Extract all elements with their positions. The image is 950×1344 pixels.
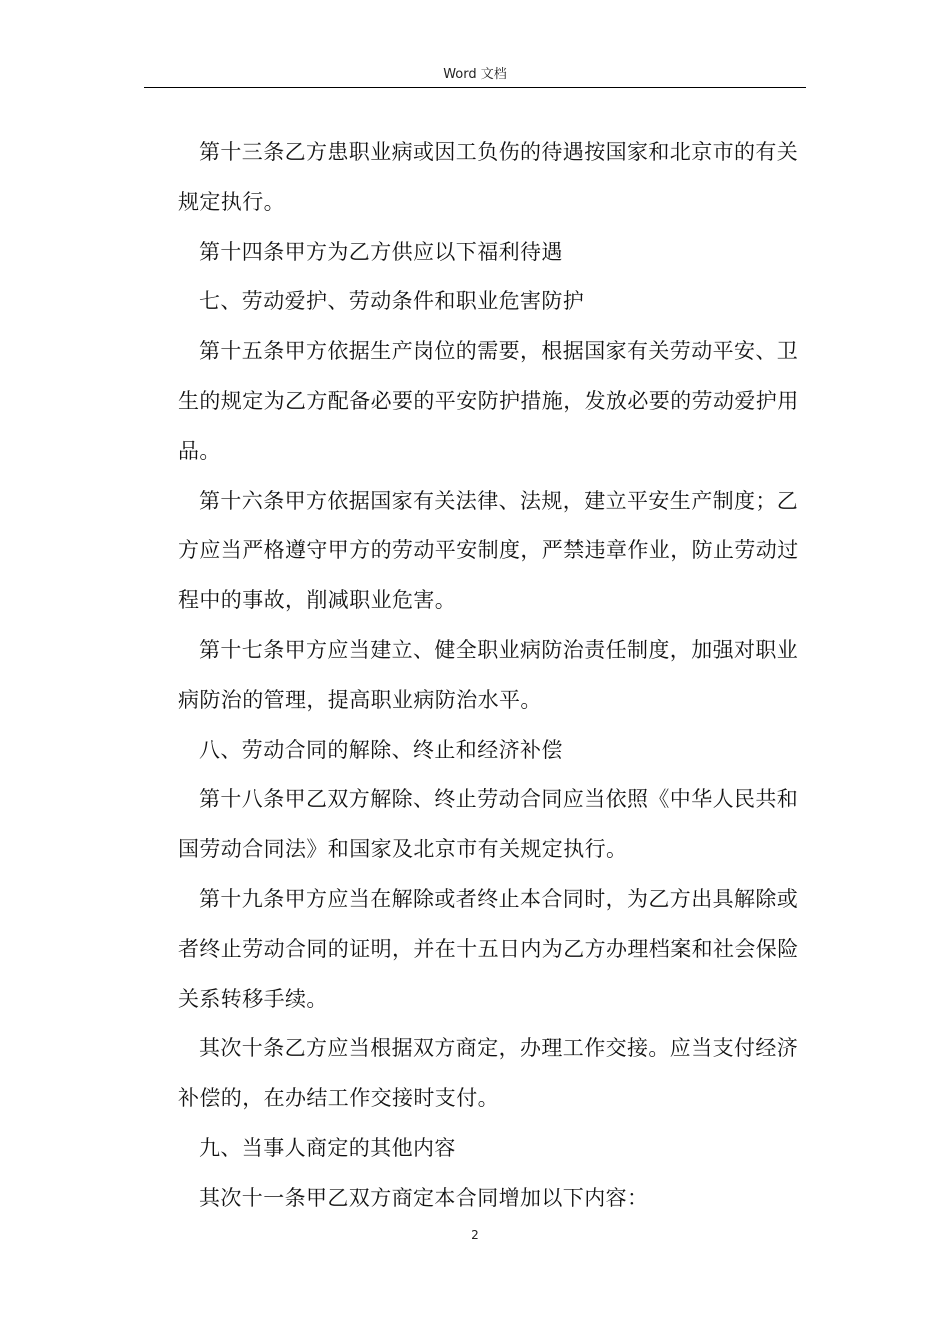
section-heading-9: 九、当事人商定的其他内容	[199, 1135, 456, 1160]
section-heading-8: 八、劳动合同的解除、终止和经济补偿	[199, 737, 563, 762]
paragraph-article-16: 第十六条甲方依据国家有关法律、法规，建立平安生产制度；乙方应当严格遵守甲方的劳动平安制度，严禁违章作业，防止劳动过程中的事故，削减职业危害。	[178, 488, 799, 613]
page-header: Word 文档	[443, 67, 507, 82]
paragraph-article-21: 其次十一条甲乙双方商定本合同增加以下内容：	[199, 1185, 649, 1210]
document-body	[178, 128, 808, 1224]
section-heading-7: 七、劳动爱护、劳动条件和职业危害防护	[199, 289, 585, 314]
paragraph-article-15: 第十五条甲方依据生产岗位的需要，根据国家有关劳动平安、卫生的规定为乙方配备必要的平安防护措施，发放必要的劳动爱护用品。	[178, 339, 799, 463]
header-divider	[144, 87, 806, 88]
paragraph-article-19: 第十九条甲方应当在解除或者终止本合同时，为乙方出具解除或者终止劳动合同的证明，并在十五日内为乙方办理档案和社会保险关系转移手续。	[178, 886, 799, 1011]
paragraph-article-14: 第十四条甲方为乙方供应以下福利待遇	[199, 239, 563, 264]
paragraph-article-17: 第十七条甲方应当建立、健全职业病防治责任制度，加强对职业病防治的管理，提高职业病防治水平。	[178, 637, 799, 712]
paragraph-article-13: 第十三条乙方患职业病或因工负伤的待遇按国家和北京市的有关规定执行。	[178, 140, 799, 214]
paragraph-article-18: 第十八条甲乙双方解除、终止劳动合同应当依照《中华人民共和国劳动合同法》和国家及北京市有关规定执行。	[178, 787, 799, 862]
page-number: 2	[471, 1228, 479, 1242]
paragraph-article-20: 其次十条乙方应当根据双方商定，办理工作交接。应当支付经济补偿的，在办结工作交接时支付。	[178, 1036, 799, 1111]
